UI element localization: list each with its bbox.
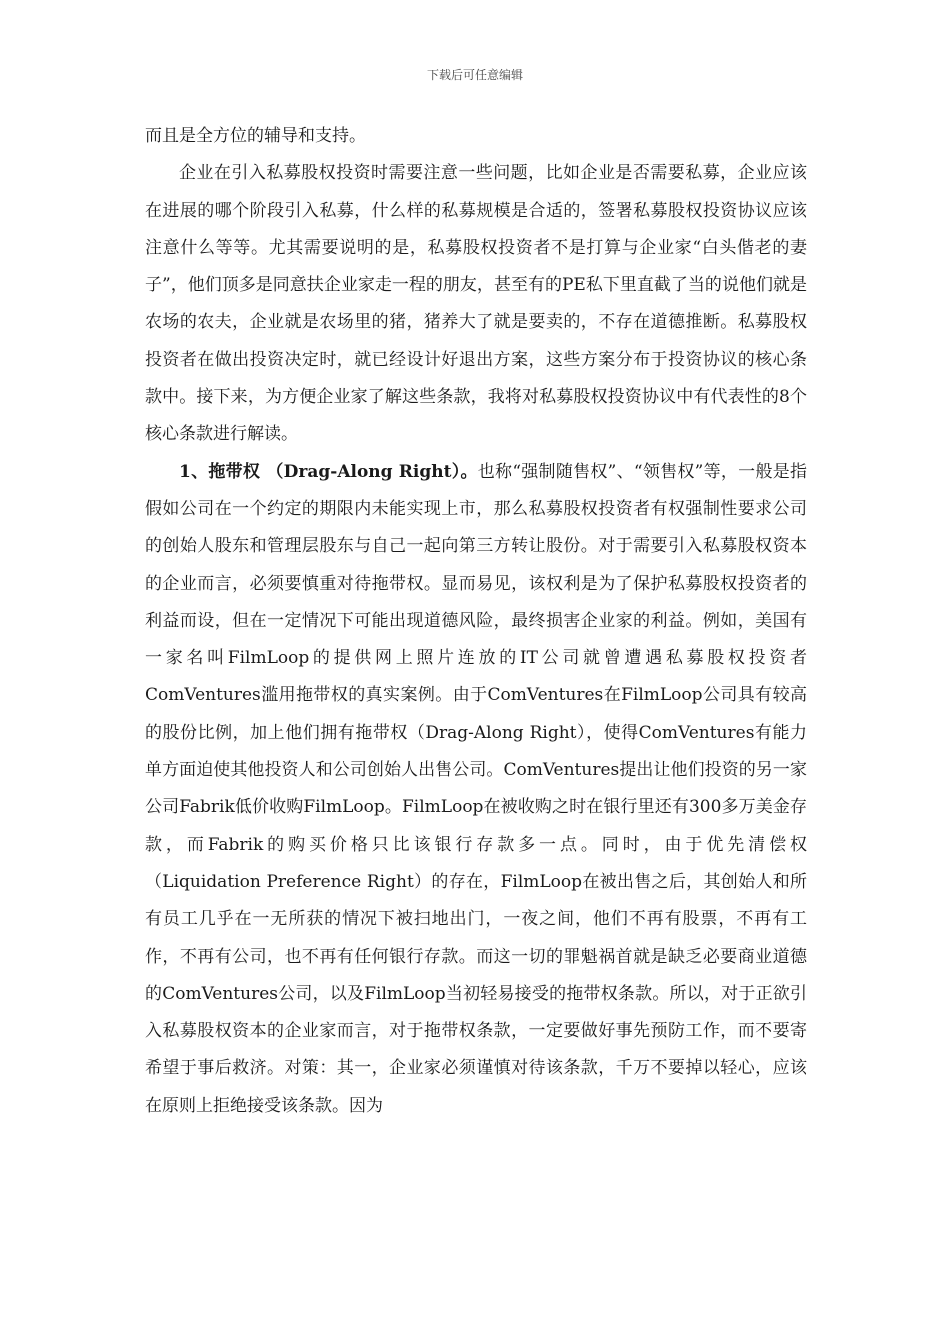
paragraph-continuation: 而且是全方位的辅导和支持。 xyxy=(145,126,366,146)
page-header-note: 下载后可任意编辑 xyxy=(426,68,523,82)
paragraph-drag-along xyxy=(145,454,807,1125)
paragraph-drag-along-text: 也称“强制随售权”、“领售权”等，一般是指假如公司在一个约定的期限内未能实现上市，那么私募股权投资者有权强制性要求公司的创始人股东和管理层股东与自己一起向第三方转让股份。对于需要引入私募股权资本的企业而言，必须要慎重对待拖带权。显而易见，该权利是为了保护私募股权投资者的利益而设，但在一定情况下可能出现道德风险，最终损害企业家的利益。例如，美国有一家名叫FilmLoop的提供网上照片连放的IT公司就曾遭遇私募股权投资者ComVentures滥用拖带权的真实案例。由于ComVentures在FilmLoop公司具有较高的股份比例，加上他们拥有拖带权（Drag-Along Right），使得ComVentures有能力单方面迫使其他投资人和公司创始人出售公司。ComVentures提出让他们投资的另一家公司Fabrik低价收购FilmLoop。FilmLoop在被收购之时在银行里还有300多万美金存款，而Fabrik的购买价格只比该银行存款多一点。同时，由于优先清偿权（Liquidation Preference Right）的存在，FilmLoop在被出售之后，其创始人和所有员工几乎在一无所获的情况下被扫地出门，一夜之间，他们不再有股票，不再有工作，不再有公司，也不再有任何银行存款。而这一切的罪魁祸首就是缺乏必要商业道德的ComVentures公司，以及FilmLoop当初轻易接受的拖带权条款。所以，对于正欲引入私募股权资本的企业家而言，对于拖带权条款，一定要做好事先预防工作，而不要寄希望于事后救济。对策：其一，企业家必须谨慎对待该条款，千万不要掉以轻心，应该在原则上拒绝接受该条款。因为 xyxy=(145,461,808,1116)
section-heading-drag-along: 1、拖带权 （Drag-Along Right）。 xyxy=(179,461,478,482)
paragraph-intro: 企业在引入私募股权投资时需要注意一些问题，比如企业是否需要私募，企业应该在进展的哪个阶段引入私募，什么样的私募规模是合适的，签署私募股权投资协议应该注意什么等等。尤其需要说明的是，私募股权投资者不是打算与企业家“白头偕老的妻子”，他们顶多是同意扶企业家走一程的朋友，甚至有的PE私下里直截了当的说他们就是农场的农夫，企业就是农场里的猪，猪养大了就是要卖的，不存在道德推断。私募股权投资者在做出投资决定时，就已经设计好退出方案，这些方案分布于投资协议的核心条款中。接下来，为方便企业家了解这些条款，我将对私募股权投资协议中有代表性的8个核心条款进行解读。 xyxy=(145,163,807,445)
document-body xyxy=(145,118,807,1125)
